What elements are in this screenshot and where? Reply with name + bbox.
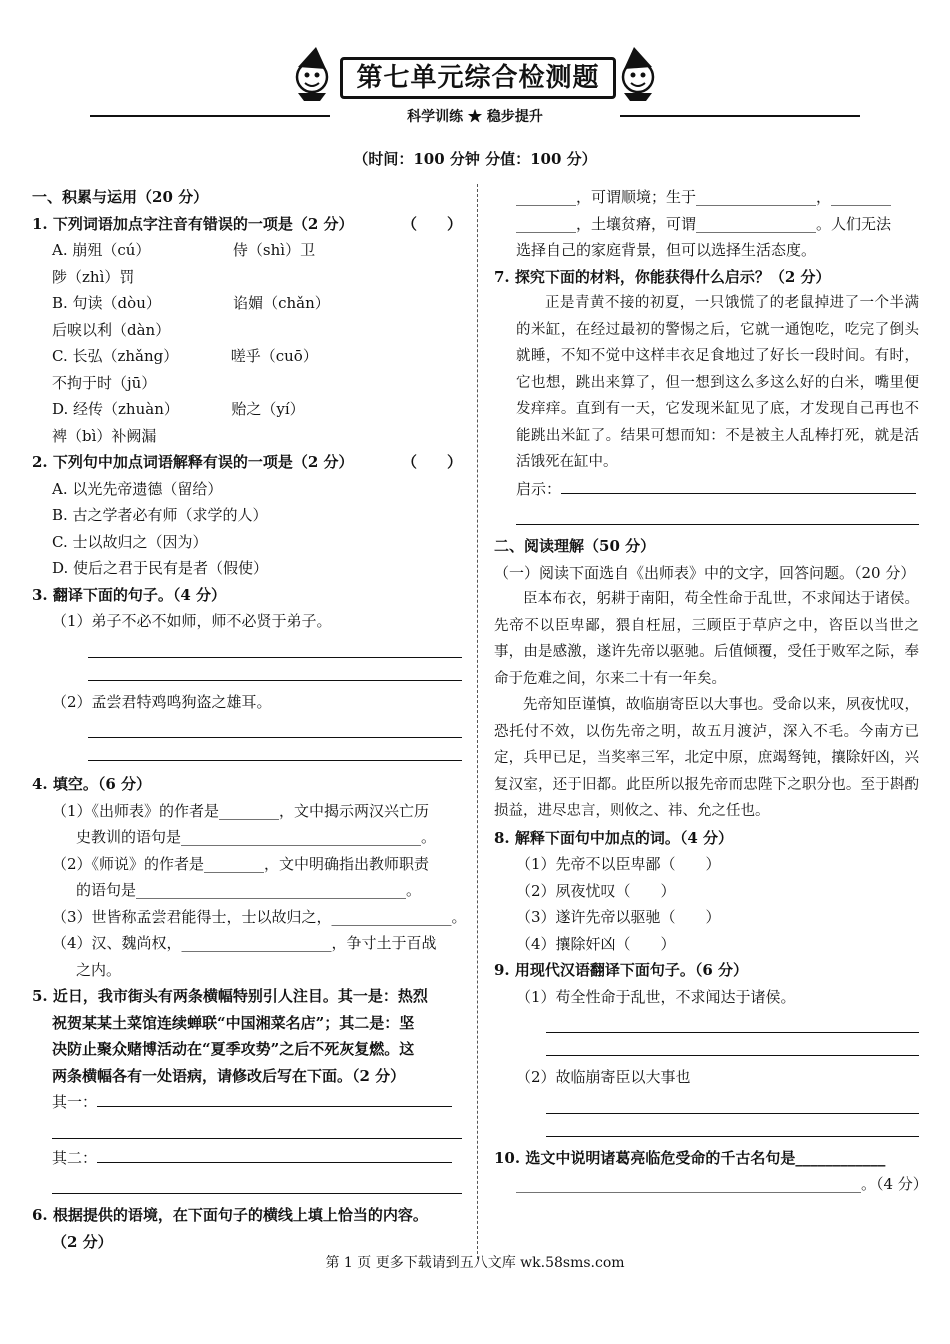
option-a-cont: 陟（zhì）罚 [52, 267, 135, 286]
answer-label-1: 其一： [32, 1089, 462, 1116]
answer-line[interactable] [546, 1010, 919, 1033]
answer-line[interactable] [88, 635, 462, 658]
fill-blank[interactable]: 的语句是____________________________________。 [76, 881, 422, 899]
option-b: B. 古之学者必有师（求学的人） [52, 506, 268, 524]
option-a: A. 以光先帝遗德（留给） [52, 479, 223, 498]
question-1: 1. 下列词语加点字注音有错误的一项是（2 分） （ ） [32, 211, 462, 238]
question-6: 6. 根据提供的语境，在下面句子的横线上填上恰当的内容。 [32, 1206, 428, 1224]
answer-line[interactable] [52, 1116, 462, 1139]
option-c-cont: 不拘于时（jū） [52, 373, 157, 392]
passage-paragraph: 臣本布衣，躬耕于南阳，苟全性命于乱世，不求闻达于诸侯。先帝不以臣卑鄙，猥自枉屈，三顾臣于草庐之中，咨臣以当世之事，由是感激，遂许先帝以驱驰。后值倾覆，受任于败军之际，奉命于危难之间，尔来二十有一年矣。 [494, 591, 919, 687]
context-text: 选择自己的家庭背景，但可以选择生活态度。 [516, 241, 817, 259]
fill-blank[interactable]: （4）汉、魏尚权，____________________，争寸土于百战 [52, 934, 437, 952]
answer-blank[interactable] [97, 1090, 452, 1107]
answer-line[interactable] [546, 1091, 919, 1114]
section-heading: 一、积累与运用（20 分） [32, 188, 209, 206]
material-paragraph: 正是青黄不接的初夏，一只饿慌了的老鼠掉进了一个半满的米缸，在经过最初的警惕之后，它就一通饱吃，吃完了倒头就睡，不知不觉中这样丰衣足食地过了好长一段时间。有时，它也想，跳出来算了，但一想到这么多这么好的白米，嘴里便发痒痒。直到有一天，它发现米缸见了底，才发现自己再也不能跳出米缸了。结果可想而知：不是被主人乱棒打死，就是活活饿死在缸中。 [516, 295, 919, 470]
insight-label: 启示： [494, 476, 919, 503]
page-title: 第七单元综合检测题 [340, 57, 616, 99]
answer-blank[interactable] [97, 1146, 452, 1163]
answer-line[interactable] [516, 502, 919, 525]
section-heading: 二、阅读理解（50 分） [494, 537, 656, 555]
fill-blank-cont: 之内。 [76, 960, 122, 979]
answer-line[interactable] [88, 715, 462, 738]
question-5-text: 祝贺某某土菜馆连续蝉联“中国湘菜名店”；其二是：坚 [52, 1013, 415, 1032]
passage-intro: （一）阅读下面选自《出师表》中的文字，回答问题。（20 分） [494, 563, 916, 582]
answer-blank[interactable] [561, 477, 916, 494]
question-5-text: 决防止聚众赌博活动在“夏季攻势”之后不死灰复燃。这 [52, 1040, 415, 1058]
question-10-cont[interactable]: ______________________________________________。（4 分） [516, 1175, 928, 1193]
sub-question[interactable]: （1）先帝不以臣卑鄙（ ） [516, 855, 721, 873]
sub-question: （2）故临崩寄臣以大事也 [516, 1068, 691, 1086]
sub-question: （1）苟全性命于乱世，不求闻达于诸侯。 [516, 987, 796, 1006]
option-d: D. 经传（zhuàn） 贻之（yí） [52, 400, 305, 418]
question-5: 5. 近日，我市街头有两条横幅特别引人注目。其一是：热烈 [32, 987, 428, 1005]
page-footer: 第 1 页 更多下载请到五八文库 wk.58sms.com [325, 1255, 625, 1271]
sub-question[interactable]: （3）遂许先帝以驱驰（ ） [516, 908, 721, 926]
sub-question: （1）弟子不必不如师，师不必贤于弟子。 [52, 612, 332, 630]
question-4: 4. 填空。（6 分） [32, 775, 152, 793]
question-7: 7. 探究下面的材料，你能获得什么启示？（2 分） [494, 267, 831, 286]
time-info: （时间：100 分钟 分值：100 分） [353, 150, 597, 168]
passage-paragraph: 先帝知臣谨慎，故临崩寄臣以大事也。受命以来，夙夜忧叹，恐托付不效，以伤先帝之明，故五月渡泸，深入不毛。今南方已定，兵甲已足，当奖率三军，北定中原，庶竭驽钝，攘除奸凶，兴复汉室，还于旧都。此臣所以报先帝而忠陛下之职分也。至于斟酌损益，进尽忠言，则攸之、祎、允之任也。 [494, 697, 919, 819]
fill-blank[interactable]: （1）《出师表》的作者是________，文中揭示两汉兴亡历 [52, 801, 430, 820]
fill-blank[interactable]: ________，土壤贫瘠，可谓________________。人们无法 [516, 214, 892, 233]
question-2: 2. 下列句中加点词语解释有误的一项是（2 分） （ ） [32, 449, 462, 476]
question-8: 8. 解释下面句中加点的词。（4 分） [494, 828, 734, 847]
option-b: B. 句读（dòu） 谄媚（chǎn） [52, 294, 330, 312]
fill-blank[interactable]: ________，可谓顺境；生于________________，________ [516, 188, 892, 206]
question-10[interactable]: 10. 选文中说明诸葛亮临危受命的千古名句是____________ [494, 1148, 886, 1167]
mascot-right-icon [612, 45, 660, 103]
fill-blank[interactable]: （2）《师说》的作者是________，文中明确指出教师职责 [52, 854, 430, 873]
column-divider [477, 184, 478, 1259]
answer-line[interactable] [546, 1114, 919, 1137]
question-5-text: 两条横幅各有一处语病，请修改后写在下面。（2 分） [52, 1066, 406, 1085]
sub-question: （2）孟尝君特鸡鸣狗盗之雄耳。 [52, 692, 272, 711]
option-b-cont: 后唳以利（dàn） [52, 320, 171, 339]
answer-label-2: 其二： [32, 1145, 462, 1172]
question-9: 9. 用现代汉语翻译下面句子。（6 分） [494, 961, 749, 979]
question-3: 3. 翻译下面的句子。（4 分） [32, 585, 227, 604]
question-6-cont: （2 分） [52, 1232, 113, 1251]
right-column [494, 184, 928, 1198]
answer-paren[interactable]: （ ） [401, 214, 462, 233]
subtitle: 科学训练 ★ 稳步提升 [90, 106, 860, 126]
answer-line[interactable] [88, 658, 462, 681]
fill-blank[interactable]: （3）世皆称孟尝君能得士，士以故归之，________________。 [52, 907, 467, 926]
answer-line[interactable] [546, 1033, 919, 1056]
answer-paren[interactable]: （ ） [401, 453, 462, 471]
option-c: C. 长弘（zhǎng） 嗟乎（cuō） [52, 347, 318, 365]
title-banner [290, 45, 660, 105]
mascot-left-icon [290, 45, 338, 103]
answer-line[interactable] [52, 1171, 462, 1194]
sub-question[interactable]: （2）夙夜忧叹（ ） [516, 881, 676, 900]
option-d-cont: 裨（bì）补阙漏 [52, 426, 157, 445]
fill-blank[interactable]: 史教训的语句是________________________________。 [76, 828, 437, 846]
answer-line[interactable] [88, 738, 462, 761]
option-a: A. 崩殂（cú） 侍（shì）卫 [52, 241, 316, 259]
sub-question[interactable]: （4）攘除奸凶（ ） [516, 934, 676, 953]
option-c: C. 士以故归之（因为） [52, 532, 208, 551]
left-column [32, 184, 467, 1255]
option-d: D. 使后之君于民有是者（假使） [52, 559, 269, 577]
